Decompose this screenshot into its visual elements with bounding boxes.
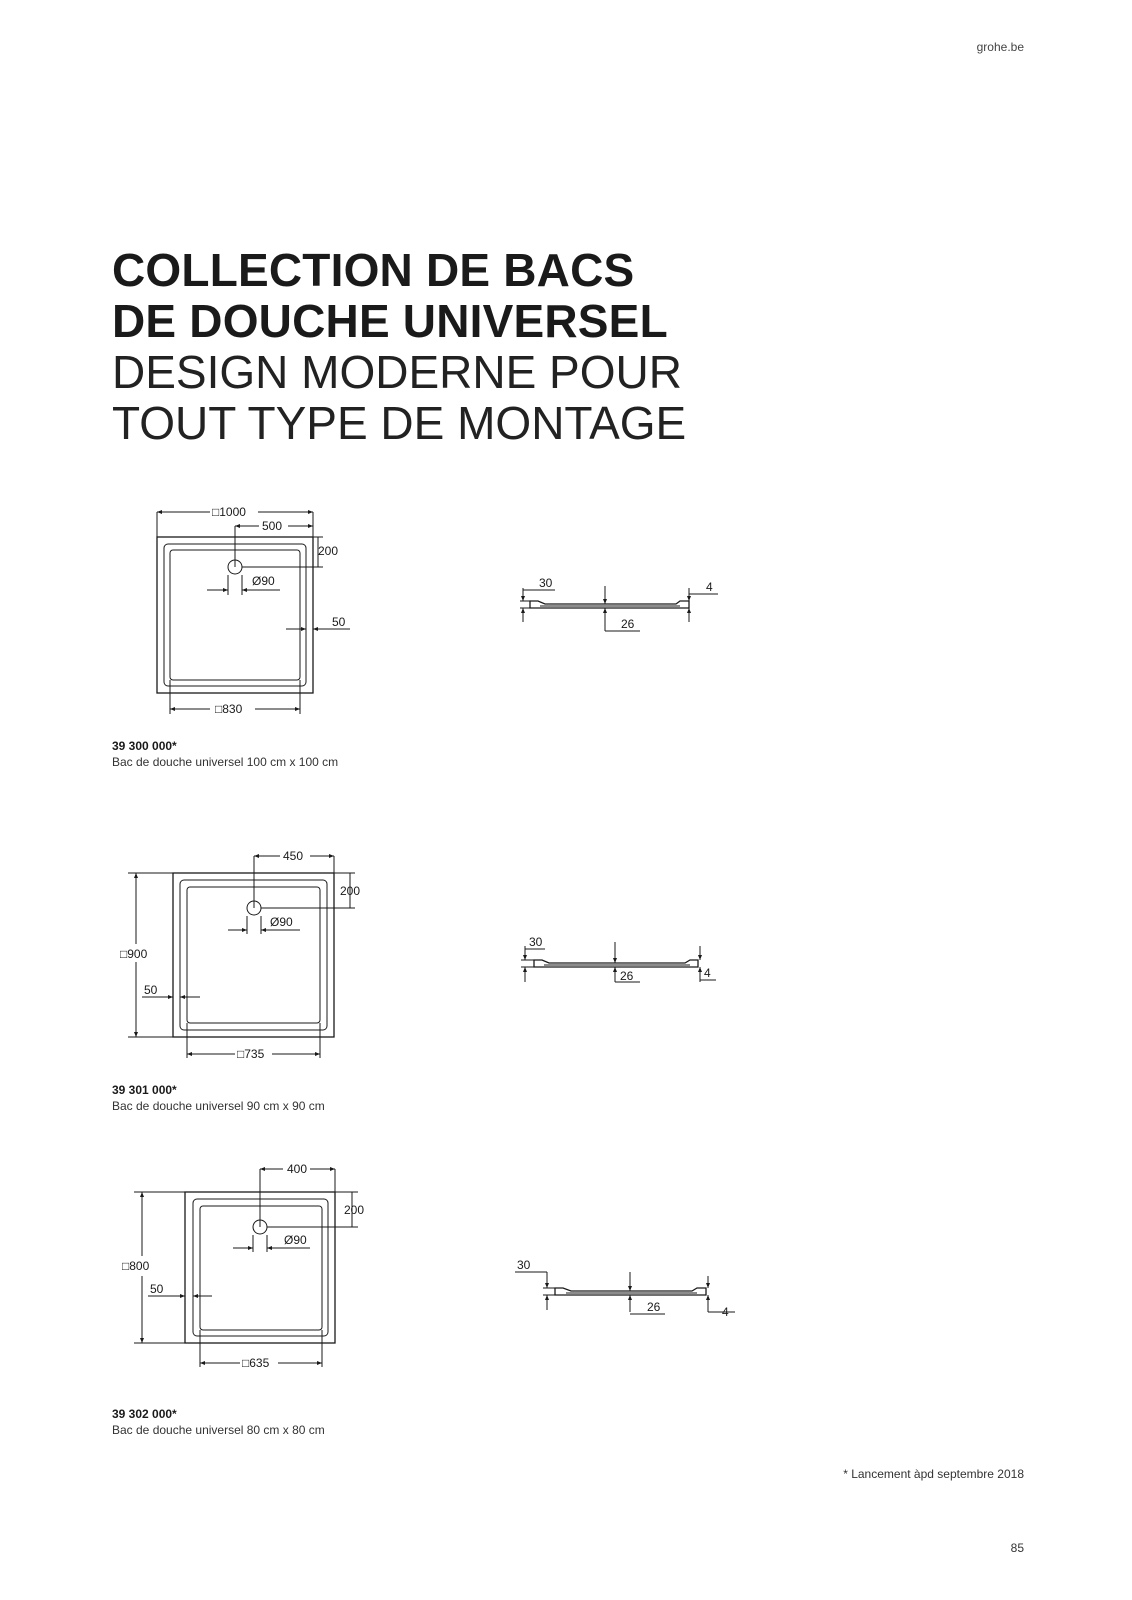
plan-drain-x-dim: 400 <box>287 1162 308 1176</box>
side-drawing-2 <box>521 935 716 983</box>
plan-drain-dim: Ø90 <box>284 1233 307 1247</box>
page-number: 85 <box>1010 1541 1024 1555</box>
plan-drawing-2 <box>120 849 360 1061</box>
plan-rim-dim: 50 <box>144 983 158 997</box>
plan-rim-dim: 50 <box>332 615 346 629</box>
product-3-caption <box>112 1406 325 1438</box>
product-description: Bac de douche universel 80 cm x 80 cm <box>112 1423 325 1437</box>
plan-outer-dim: □900 <box>120 947 148 961</box>
side-depth-dim: 26 <box>647 1300 661 1314</box>
plan-inner-dim: □830 <box>215 702 243 716</box>
side-rim-dim: 4 <box>704 966 711 980</box>
plan-drain-dim: Ø90 <box>270 915 293 929</box>
side-drawing-3 <box>515 1258 735 1319</box>
product-1-caption <box>112 738 338 770</box>
title-light-line-1: DESIGN MODERNE POUR <box>112 346 682 398</box>
product-description: Bac de douche universel 100 cm x 100 cm <box>112 755 339 769</box>
title-light-line-2: TOUT TYPE DE MONTAGE <box>112 397 687 449</box>
product-code: 39 302 000* <box>112 1407 177 1421</box>
side-depth-dim: 26 <box>620 969 634 983</box>
plan-drain-x-dim: 500 <box>262 519 283 533</box>
plan-drain-y-dim: 200 <box>340 884 361 898</box>
product-code: 39 301 000* <box>112 1083 177 1097</box>
side-drawing-1 <box>520 576 718 631</box>
title-bold-line-2: DE DOUCHE UNIVERSEL <box>112 295 668 347</box>
side-rim-dim: 4 <box>706 580 713 594</box>
side-height-dim: 30 <box>517 1258 531 1272</box>
product-code: 39 300 000* <box>112 739 177 753</box>
plan-drain-y-dim: 200 <box>344 1203 365 1217</box>
plan-drain-x-dim: 450 <box>283 849 304 863</box>
side-height-dim: 30 <box>539 576 553 590</box>
plan-outer-dim: □800 <box>122 1259 150 1273</box>
side-depth-dim: 26 <box>621 617 635 631</box>
plan-drawing-3 <box>122 1162 364 1370</box>
product-2-caption <box>112 1082 325 1114</box>
plan-inner-dim: □635 <box>242 1356 270 1370</box>
side-height-dim: 30 <box>529 935 543 949</box>
side-rim-dim: 4 <box>722 1305 729 1319</box>
plan-inner-dim: □735 <box>237 1047 265 1061</box>
plan-drain-y-dim: 200 <box>318 544 339 558</box>
plan-outer-dim: □1000 <box>212 505 246 519</box>
plan-drawing-1 <box>157 505 350 716</box>
plan-drain-dim: Ø90 <box>252 574 275 588</box>
site-url: grohe.be <box>976 40 1024 54</box>
plan-rim-dim: 50 <box>150 1282 164 1296</box>
footnote: * Lancement àpd septembre 2018 <box>843 1467 1024 1481</box>
title-bold-line-1: COLLECTION DE BACS <box>112 244 635 296</box>
product-description: Bac de douche universel 90 cm x 90 cm <box>112 1099 325 1113</box>
